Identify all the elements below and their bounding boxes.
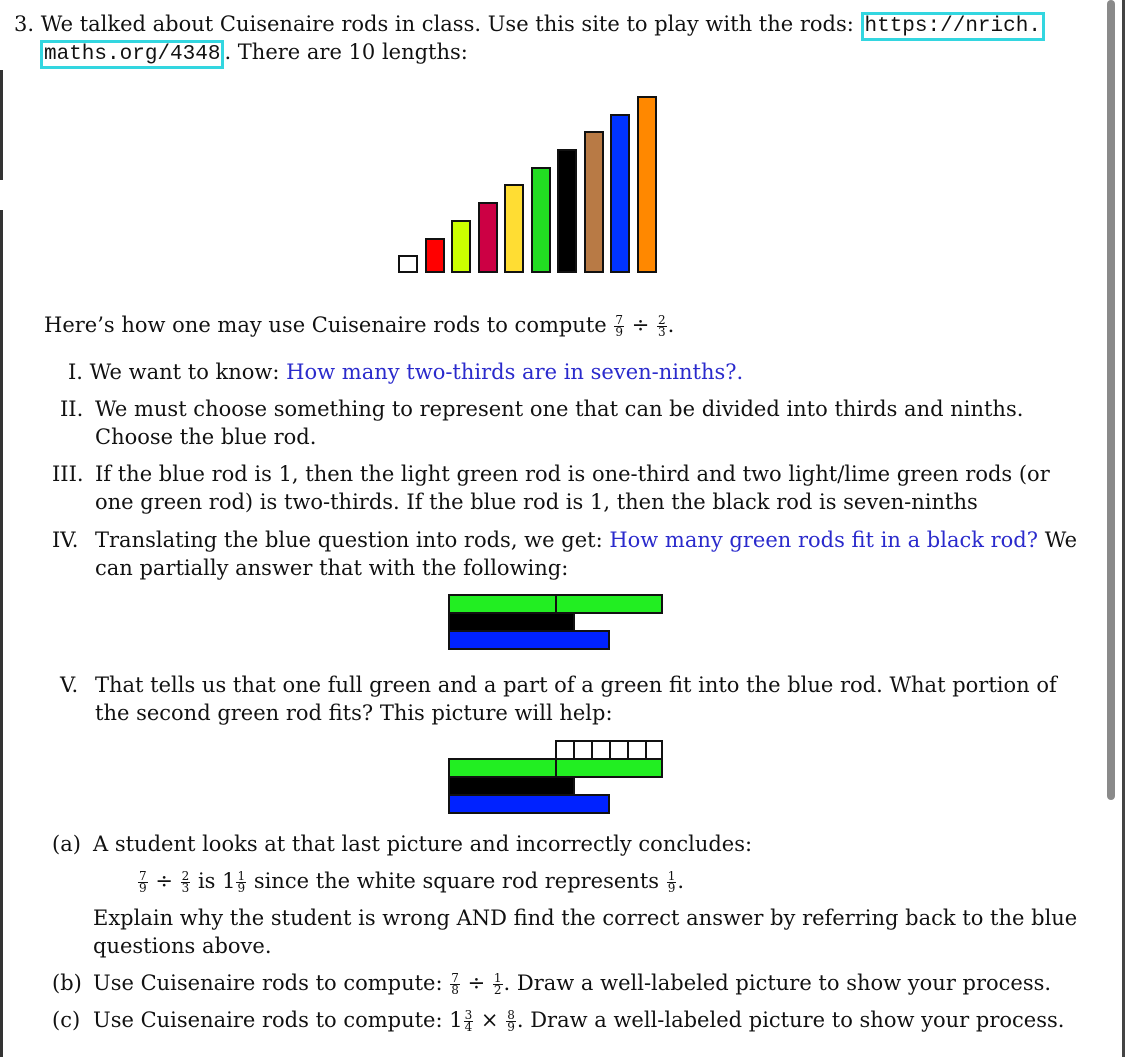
fraction-three-quarters: $\frac{3}{4}$	[464, 1008, 473, 1034]
step-5-numeral: V.	[60, 673, 79, 697]
fraction-seven-ninths: $\frac{7}{9}$	[615, 313, 624, 339]
step-3-numeral: III.	[52, 462, 84, 486]
compute-intro: Here’s how one may use Cuisenaire rods to compute $\frac{7}{9}$ ÷ $\frac{2}{3}$ .	[44, 313, 675, 339]
part-c-text	[93, 1006, 1064, 1034]
step-1-numeral: I.	[68, 360, 83, 384]
fraction-seven-ninths: $\frac{7}{9}$	[139, 869, 147, 895]
step-4-line1	[95, 526, 1077, 554]
step-1-blue-question: How many two-thirds are in seven-ninths?.	[286, 360, 744, 384]
problem-intro-text: We talked about Cuisenaire rods in class. Use this site to play with the rods:	[40, 12, 854, 36]
step-2-numeral: II.	[60, 397, 84, 421]
part-a-line4: questions above.	[93, 934, 272, 958]
left-edge-bar	[0, 210, 3, 1057]
step-4-after: We	[1044, 528, 1078, 552]
step-1-text: We want to know:	[89, 360, 280, 384]
step-4-line2: can partially answer that with the following:	[95, 556, 569, 580]
rod-9	[610, 114, 630, 273]
part-a-claim: $\frac{7}{9}$ ÷ $\frac{2}{3}$ is 1 $\frac{1}{9}$ since the white square rod represents $\frac{1}{9}$ .	[139, 869, 685, 895]
white-cube-6	[645, 740, 663, 760]
fraction-eight-ninths: $\frac{8}{9}$	[507, 1008, 515, 1034]
rod-4	[478, 202, 498, 273]
part-a-label: (a)	[52, 832, 81, 856]
green-rod-1	[448, 758, 557, 778]
divide-sign: ÷	[467, 971, 486, 995]
part-b-prompt: Use Cuisenaire rods to compute:	[93, 971, 443, 995]
part-a-line3: Explain why the student is wrong AND find the correct answer by referring back to the blue	[93, 906, 1078, 930]
part-b-instruction: . Draw a well-labeled picture to show your process.	[503, 971, 1052, 995]
green-rod-1	[448, 594, 557, 614]
fraction-one-ninth-white: $\frac{1}{9}$	[667, 869, 676, 895]
part-c-prompt: Use Cuisenaire rods to compute: 1	[93, 1008, 463, 1032]
step-3-line1: If the blue rod is 1, then the light green rod is one-third and two light/lime green rods (or	[95, 462, 1050, 486]
rod-6	[531, 167, 551, 273]
problem-intro-line2	[40, 38, 468, 66]
white-cube-1	[555, 740, 575, 760]
left-edge-mark	[0, 70, 3, 180]
problem-intro-line1	[14, 10, 1045, 38]
problem-number: 3.	[14, 12, 35, 36]
fraction-one-half: $\frac{1}{2}$	[493, 971, 502, 997]
fraction-seven-eighths: $\frac{7}{8}$	[451, 971, 459, 997]
white-cube-4	[609, 740, 629, 760]
rod-8	[584, 131, 604, 273]
claim-is: is 1	[197, 869, 236, 893]
rod-3	[451, 220, 471, 273]
part-b-text	[93, 969, 1051, 997]
nrich-link-continued[interactable]: maths.org/4348	[40, 40, 224, 69]
part-a-line1: A student looks at that last picture and incorrectly concludes:	[93, 832, 753, 856]
part-b-label: (b)	[52, 971, 82, 995]
divide-sign: ÷	[631, 313, 650, 337]
white-cube-5	[627, 740, 647, 760]
rod-5	[504, 184, 524, 273]
part-c-label: (c)	[52, 1008, 81, 1032]
step-2-line2: Choose the blue rod.	[95, 425, 317, 449]
step-3-line2: one green rod) is two-thirds. If the blue rod is 1, then the black rod is seven-ninths	[95, 490, 978, 514]
step-2-line1: We must choose something to represent one that can be divided into thirds and ninths.	[95, 397, 1024, 421]
claim-rest: since the white square rod represents	[253, 869, 660, 893]
step-1	[68, 358, 743, 386]
nrich-link[interactable]: https://nrich.	[861, 12, 1045, 41]
compute-intro-text: Here’s how one may use Cuisenaire rods to compute	[44, 313, 607, 337]
blue-rod	[448, 630, 610, 650]
fraction-two-thirds: $\frac{2}{3}$	[181, 869, 190, 895]
rod-10	[637, 96, 657, 273]
step-4-blue-question: How many green rods fit in a black rod?	[609, 528, 1039, 552]
fraction-two-thirds: $\frac{2}{3}$	[658, 313, 666, 339]
step-5-line2: the second green rod fits? This picture will help:	[95, 701, 613, 725]
green-rod-2	[555, 594, 663, 614]
green-rod-2	[555, 758, 663, 778]
blue-rod	[448, 794, 610, 814]
black-rod	[448, 776, 575, 796]
scrollbar-thumb[interactable]	[1107, 0, 1115, 800]
rods-chart	[398, 90, 668, 275]
rod-7	[557, 149, 577, 273]
problem-intro-rest: . There are 10 lengths:	[224, 40, 468, 64]
step-4-text: Translating the blue question into rods, we get:	[95, 528, 603, 552]
rod-2	[425, 238, 445, 273]
white-cube-3	[591, 740, 611, 760]
step-4-numeral: IV.	[52, 528, 79, 552]
white-cube-2	[573, 740, 593, 760]
black-rod	[448, 612, 575, 632]
times-sign: ×	[480, 1008, 499, 1032]
divide-sign: ÷	[155, 869, 173, 893]
fraction-one-ninth: $\frac{1}{9}$	[237, 869, 246, 895]
rod-1	[398, 255, 418, 273]
step-5-line1: That tells us that one full green and a part of a green fit into the blue rod. What portion of	[95, 673, 1057, 697]
part-c-instruction: . Draw a well-labeled picture to show your process.	[516, 1008, 1065, 1032]
